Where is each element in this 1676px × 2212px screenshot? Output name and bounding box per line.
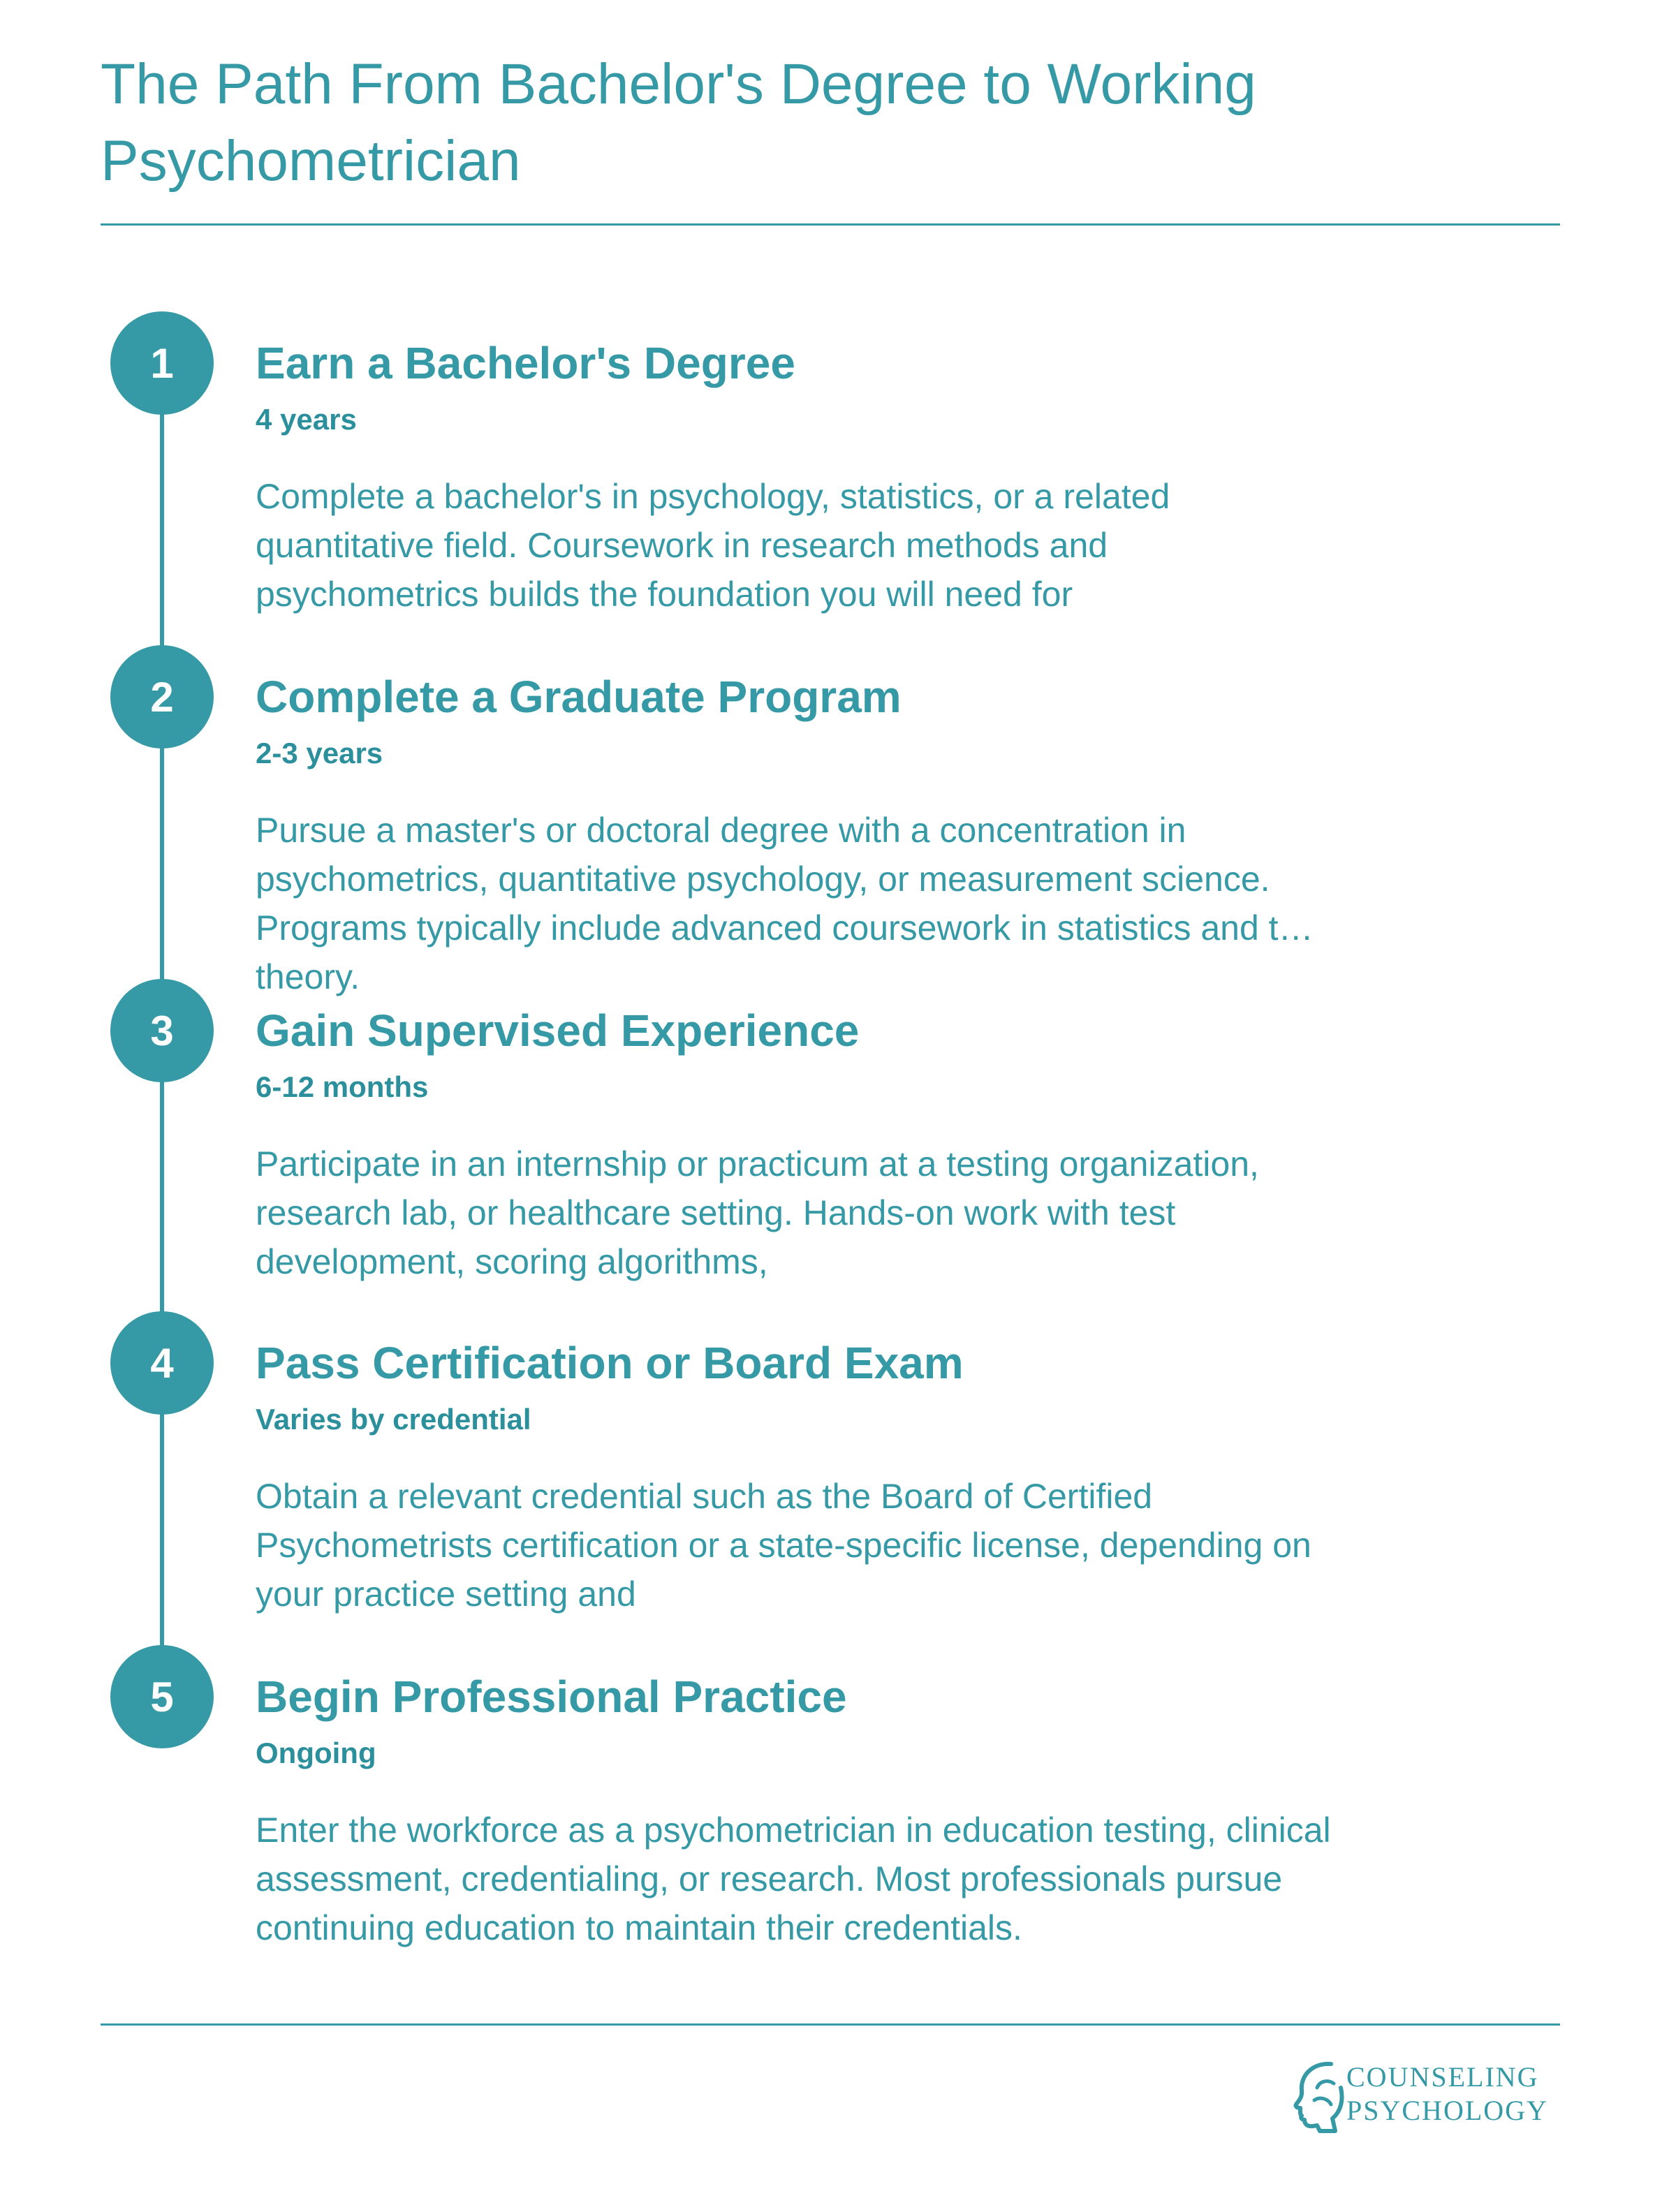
step-number-badge: 5	[110, 1645, 214, 1748]
step-title: Pass Certification or Board Exam	[256, 1338, 964, 1388]
step-number-badge: 1	[110, 311, 214, 415]
head-profile-icon	[1292, 2060, 1348, 2132]
step-3	[256, 1003, 1345, 1286]
step-number-badge: 2	[110, 645, 214, 749]
bottom-divider	[101, 2023, 1560, 2026]
step-title: Begin Professional Practice	[256, 1672, 847, 1722]
step-title: Earn a Bachelor's Degree	[256, 338, 795, 388]
step-description: Participate in an internship or practicum at a testing organization, research lab, or healthcare setting. Hands-on work with test development, scoring algorithms,	[256, 1144, 1259, 1281]
step-duration: 6-12 months	[256, 1070, 429, 1103]
step-description: Complete a bachelor's in psychology, statistics, or a related quantitative field. Coursework in research methods and psychometrics builds the foundation you will need for	[256, 477, 1170, 614]
step-1	[256, 335, 1345, 619]
counseling-psychology-logo	[1292, 2060, 1550, 2132]
step-duration: Ongoing	[256, 1737, 376, 1769]
step-number-badge: 3	[110, 979, 214, 1082]
step-4	[256, 1335, 1345, 1619]
page-title: The Path From Bachelor's Degree to Working Psychometrician	[101, 52, 1256, 193]
step-title: Gain Supervised Experience	[256, 1005, 860, 1056]
step-description: Obtain a relevant credential such as the Board of Certified Psychometrists certification or a state-specific license, depending on your practice setting and	[256, 1477, 1311, 1614]
step-duration: Varies by credential	[256, 1403, 531, 1436]
step-title: Complete a Graduate Program	[256, 672, 902, 722]
logo-wordmark-line1: COUNSELING	[1346, 2061, 1539, 2093]
step-duration: 4 years	[256, 403, 357, 436]
step-number-badge: 4	[110, 1311, 214, 1415]
step-2	[256, 669, 1345, 996]
step-description: Pursue a master's or doctoral degree with a concentration in psychometrics, quantitative psychology, or measurement science. Programs typically include advanced coursework in statistics and test theory.	[256, 811, 1325, 996]
logo-wordmark-line2: PSYCHOLOGY	[1346, 2095, 1548, 2126]
step-5	[256, 1669, 1345, 1952]
step-duration: 2-3 years	[256, 737, 383, 769]
step-description: Enter the workforce as a psychometrician in education testing, clinical assessment, credentialing, or research. Most professionals pursue continuing education to maintain their credentials.	[256, 1811, 1331, 1947]
